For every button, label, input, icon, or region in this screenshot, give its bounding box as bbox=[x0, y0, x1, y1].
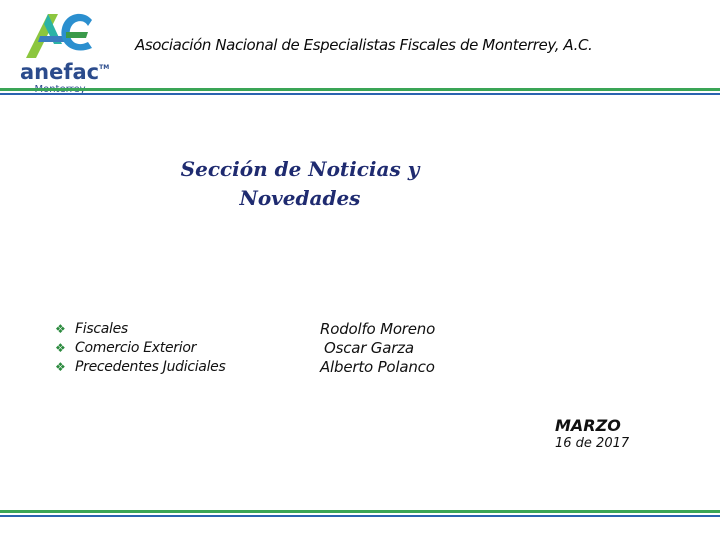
anefac-logo bbox=[20, 6, 110, 90]
page-title-line-2: Novedades bbox=[239, 186, 361, 210]
topic-item: ❖ Fiscales bbox=[55, 321, 128, 337]
diamond-bullet-icon: ❖ bbox=[55, 360, 66, 374]
author-list bbox=[320, 320, 435, 377]
date-label: 16 de 2017 bbox=[555, 436, 630, 451]
header-rule-blue bbox=[0, 93, 720, 95]
page-title bbox=[150, 155, 450, 213]
footer-rule-green bbox=[0, 510, 720, 513]
association-title: Asociación Nacional de Especialistas Fiscales de Monterrey, A.C. bbox=[135, 36, 593, 54]
topic-item: ❖ Precedentes Judiciales bbox=[55, 359, 226, 375]
diamond-bullet-icon: ❖ bbox=[55, 341, 66, 355]
footer-rule-blue bbox=[0, 515, 720, 517]
month-label: MARZO bbox=[555, 416, 621, 435]
page-title-line-1: Sección de Noticias y bbox=[180, 157, 420, 181]
diamond-bullet-icon: ❖ bbox=[55, 322, 66, 336]
author-item: Oscar Garza bbox=[324, 339, 414, 357]
header-rule-green bbox=[0, 88, 720, 91]
author-item: Alberto Polanco bbox=[320, 358, 435, 376]
logo-wordmark: anefac™ bbox=[20, 60, 110, 84]
author-item: Rodolfo Moreno bbox=[320, 320, 436, 338]
topic-item: ❖ Comercio Exterior bbox=[55, 340, 197, 356]
topic-list bbox=[55, 320, 225, 377]
ae-monogram-icon bbox=[22, 6, 98, 62]
